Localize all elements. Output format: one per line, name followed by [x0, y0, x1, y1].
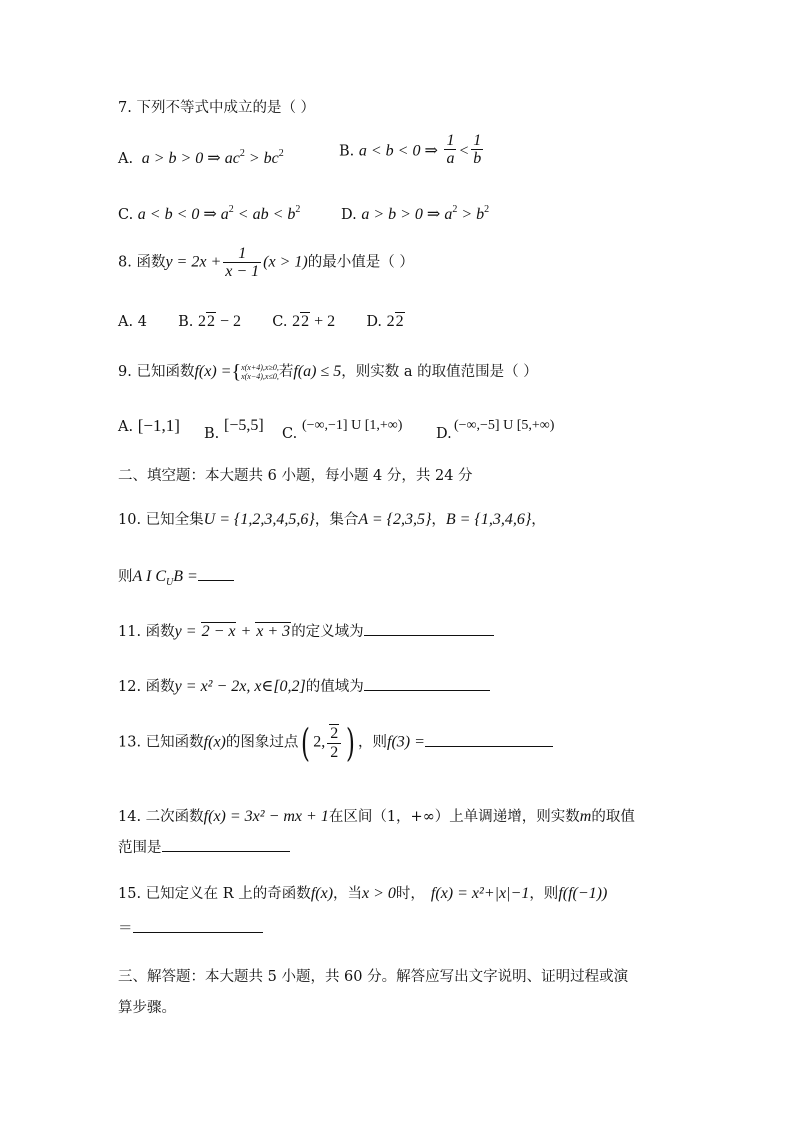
q12-answer-blank[interactable] — [364, 676, 490, 691]
q14-line2: 范围是 — [118, 837, 290, 858]
q9-option-c-label[interactable]: C. — [282, 426, 298, 442]
q11-answer-blank[interactable] — [364, 621, 494, 636]
q9-options — [118, 416, 678, 444]
q8-option-c[interactable]: C. 22 + 2 — [272, 313, 336, 330]
q9-option-b[interactable]: [−5,5] — [224, 417, 264, 434]
q9-stem: 9. 已知函数f(x) ={x(x+4),x≥0, x(x−4),x≤0,若f(a) ≤ 5，则实数 a 的取值范围是（ ） — [118, 361, 538, 383]
q7-stem: 7. 下列不等式中成立的是（ ） — [118, 100, 316, 116]
q8-option-a[interactable]: A. 4 — [118, 314, 147, 330]
q7-option-d[interactable]: D. a > b > 0 ⇒ $a^2 > b^2$ — [341, 204, 490, 223]
q9-piece-2: x(x−4),x≤0, — [241, 372, 279, 381]
q8-option-b[interactable]: B. 22 − 2 — [178, 313, 242, 330]
q8-stem: 8. 函数y = 2x + $\frac{1}{x - 1}$ (x > 1)的最小值是（ ） — [118, 245, 414, 280]
section-3-heading-line1: 三、解答题：本大题共 5 小题，共 60 分。解答应写出文字说明、证明过程或演 — [118, 969, 629, 985]
q7-option-a[interactable]: A. a > b > 0 ⇒ $ac^2 > bc^2$ — [118, 148, 284, 167]
q10-line2: 则A I $C_UB$ = — [118, 566, 234, 593]
q8-options — [118, 312, 405, 332]
q9-option-c[interactable]: (−∞,−1] U [1,+∞) — [302, 418, 403, 433]
q9-option-d-label[interactable]: D. — [436, 426, 452, 442]
q9-option-d[interactable]: (−∞,−5] U [5,+∞) — [454, 418, 555, 433]
q13: 13. 已知函数f(x)的图象过点( 2, $\frac{2}{2}$ ) ，则f(3) = — [118, 724, 553, 761]
q9-option-a[interactable]: A. [−1,1] — [118, 416, 180, 435]
q10-line1: 10. 已知全集U = {1,2,3,4,5,6}，集合A = {2,3,5}，B = {1,3,4,6}， — [118, 511, 546, 528]
q9-piece-1: x(x+4),x≥0, — [241, 363, 279, 372]
q15-line1: 15. 已知定义在 R 上的奇函数f(x)，当x > 0时， f(x) = x²+|x|−1，则f(f(−1)) — [118, 885, 608, 902]
section-3-heading-line2: 算步骤。 — [118, 1000, 176, 1016]
q7-option-b[interactable]: B. a < b < 0 ⇒ $\frac{1}{a}$ < $\frac{1}{b}$ — [339, 132, 482, 167]
q14-line1: 14. 二次函数f(x) = 3x² − mx + 1在区间（1，+∞）上单调递增，则实数m的取值 — [118, 808, 635, 825]
q10-answer-blank[interactable] — [198, 566, 234, 581]
q13-answer-blank[interactable] — [425, 732, 553, 747]
q15-answer-blank[interactable] — [133, 918, 263, 933]
q14-answer-blank[interactable] — [162, 837, 290, 852]
q8-option-d[interactable]: D. 22 — [366, 313, 404, 330]
q9-option-b-label[interactable]: B. — [204, 426, 220, 442]
q15-line2: ＝ — [118, 918, 263, 939]
section-2-heading: 二、填空题：本大题共 6 小题，每小题 4 分，共 24 分 — [118, 468, 473, 484]
q7-option-c[interactable]: C. a < b < 0 ⇒ $a^2$ < ab < $b^2$ — [118, 204, 301, 223]
q12: 12. 函数y = x² − 2x, x∈[0,2]的值域为 — [118, 676, 490, 697]
q11: 11. 函数y = 2 − x + x + 3的定义域为 — [118, 621, 494, 642]
